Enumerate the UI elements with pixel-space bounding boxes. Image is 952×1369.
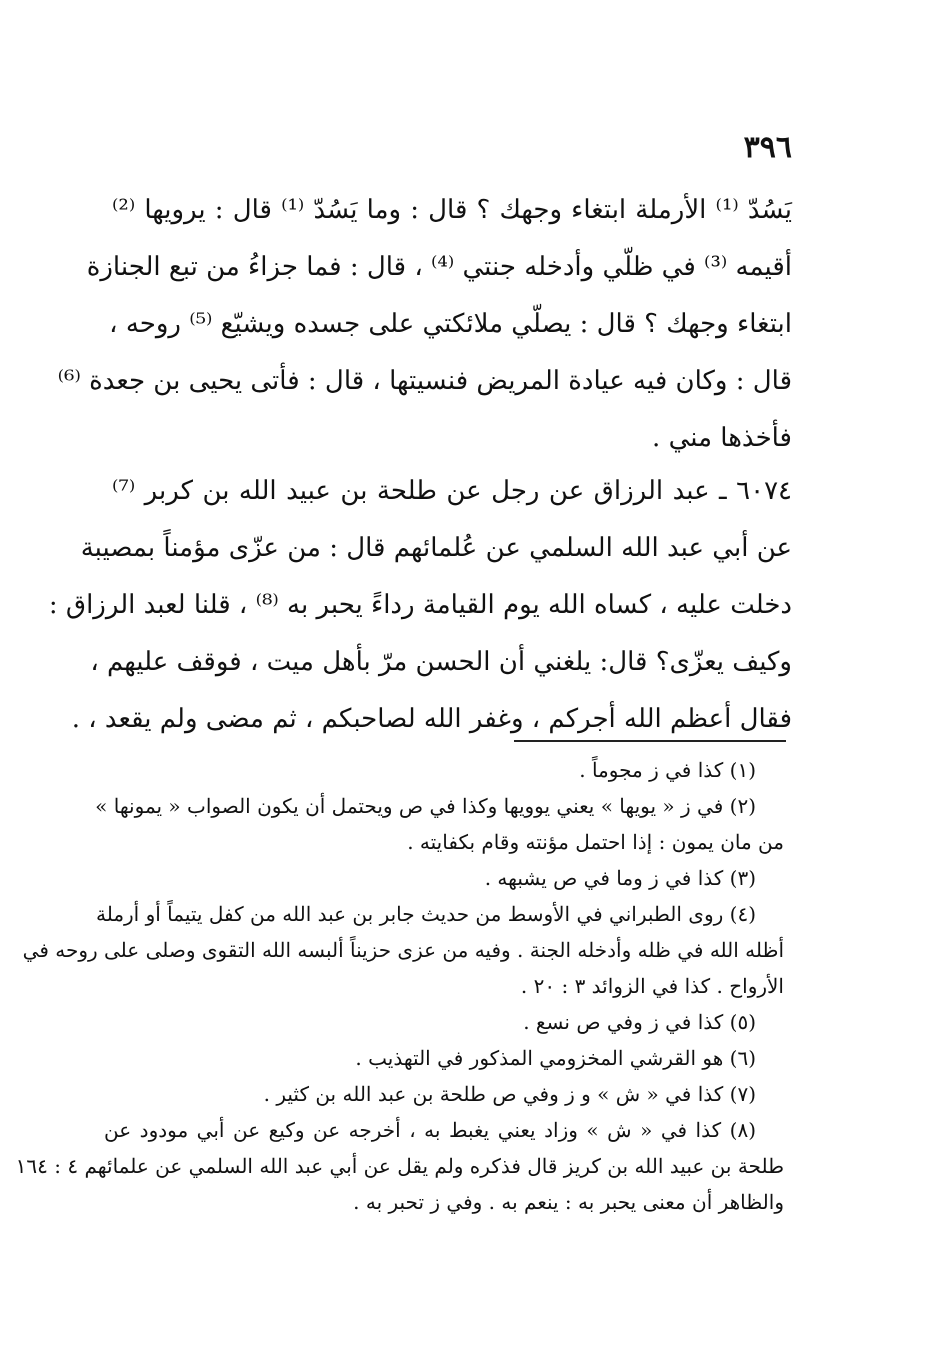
text-line: يَسُدّ ⁽¹⁾ الأرملة ابتغاء وجهك ؟ قال : وما يَسُدّ ⁽¹⁾ قال : يرويها ⁽²⁾ bbox=[112, 195, 792, 225]
text-line: دخلت عليه ، كساه الله يوم القيامة رداءً يحبر به ⁽⁸⁾ ، قلنا لعبد الرزاق : bbox=[48, 590, 792, 620]
footnote-line: من مان يمون : إذا احتمل مؤنته وقام بكفايته . bbox=[407, 830, 784, 854]
footnote-2 bbox=[95, 788, 784, 860]
footnote-divider bbox=[514, 740, 786, 742]
footnote-line: الأرواح . كذا في الزوائد ٣ : ٢٠ . bbox=[520, 974, 784, 998]
text-line: ٦٠٧٤ ـ عبد الرزاق عن رجل عن طلحة بن عبيد الله بن كربر ⁽⁷⁾ bbox=[112, 476, 792, 506]
footnote-line: أظله الله في ظله وأدخله الجنة . وفيه من عزى حزيناً ألبسه الله التقوى وصلى على روحه في bbox=[22, 938, 784, 962]
footnote-line: (٨) كذا في « ش » وزاد يعني يغبط به ، أخرجه عن وكيع عن أبي مودود عن bbox=[104, 1118, 756, 1142]
text-line: قال : وكان فيه عيادة المريض فنسيتها ، قال : فأتى يحيى بن جعدة ⁽⁶⁾ bbox=[57, 366, 792, 396]
footnote-line: والظاهر أن معنى يحبر به : ينعم به . وفي ز تحبر به . bbox=[353, 1190, 784, 1214]
footnotes bbox=[15, 752, 784, 1220]
text-line: وكيف يعزّى؟ قال: يلغني أن الحسن مرّ بأهل ميت ، فوقف عليهم ، bbox=[90, 647, 792, 677]
footnote-line: (٥) كذا في ز وفي ص نسع . bbox=[523, 1010, 756, 1034]
footnote-5 bbox=[104, 1004, 784, 1040]
footnote-line: (١) كذا في ز مجوماً . bbox=[579, 758, 756, 782]
text-line: فأخذها مني . bbox=[652, 423, 792, 453]
hadith-6074 bbox=[48, 463, 792, 748]
footnote-1 bbox=[104, 752, 784, 788]
page-number: ٣٩٦ bbox=[743, 130, 792, 165]
text-line: عن أبي عبد الله السلمي عن عُلمائهم قال : من عزّى مؤمناً بمصيبة bbox=[80, 533, 792, 563]
footnote-line: (٢) في ز « يويها » يعني يوويها وكذا في ص ويحتمل أن يكون الصواب « يمونها » bbox=[95, 794, 756, 818]
paragraph-continuation bbox=[57, 182, 792, 467]
footnote-line: (٣) كذا في ز وما في ص يشبهه . bbox=[484, 866, 756, 890]
footnote-line: (٤) روى الطبراني في الأوسط من حديث جابر بن عبد الله من كفل يتيماً أو أرملة bbox=[95, 902, 756, 926]
footnote-line: (٦) هو القرشي المخزومي المذكور في التهذيب . bbox=[355, 1046, 756, 1070]
footnote-8 bbox=[15, 1112, 784, 1220]
text-line: أقيمه ⁽³⁾ في ظلّي وأدخله جنتي ⁽⁴⁾ ، قال : فما جزاءُ من تبع الجنازة bbox=[86, 252, 792, 282]
footnote-line: (٧) كذا في « ش » و ز وفي ص طلحة بن عبد الله بن كثير . bbox=[263, 1082, 756, 1106]
text-line: ابتغاء وجهك ؟ قال : يصلّي ملائكتي على جسده ويشيّع ⁽⁵⁾ روحه ، bbox=[109, 309, 792, 339]
footnote-3 bbox=[104, 860, 784, 896]
footnote-7 bbox=[104, 1076, 784, 1112]
footnote-4 bbox=[22, 896, 784, 1004]
footnote-6 bbox=[104, 1040, 784, 1076]
footnote-line: طلحة بن عبيد الله بن كريز قال فذكره ولم يقل عن أبي عبد الله السلمي عن علمائهم ٤ : ١٦٤ bbox=[15, 1154, 784, 1178]
text-line: فقال أعظم الله أجركم ، وغفر الله لصاحبكم ، ثم مضى ولم يقعد ، . bbox=[71, 704, 792, 734]
